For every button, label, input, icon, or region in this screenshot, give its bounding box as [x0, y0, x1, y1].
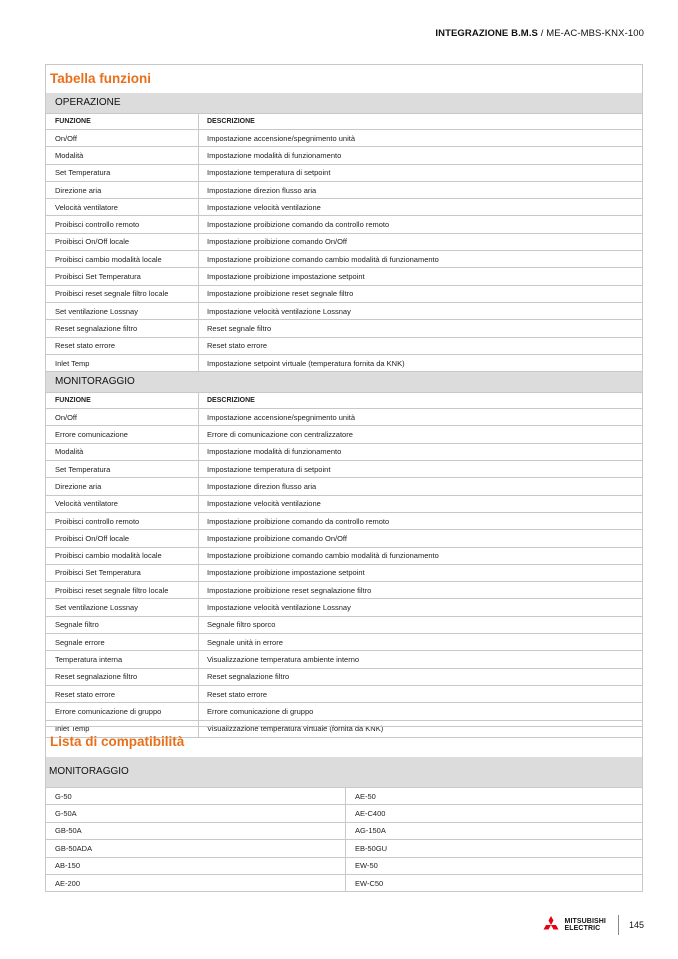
function-name: Inlet Temp — [55, 358, 90, 368]
table-row — [46, 408, 642, 425]
function-description: Impostazione setpoint virtuale (temperatura fornita da KNK) — [198, 355, 642, 371]
table-row — [46, 302, 642, 319]
compat-section-bar: MONITORAGGIO — [46, 757, 642, 787]
logo-line1: MITSUBISHI — [564, 918, 606, 925]
function-description: Reset stato errore — [198, 338, 642, 354]
table-row — [46, 633, 642, 650]
function-description: Reset stato errore — [198, 686, 642, 702]
function-name: Set ventilazione Lossnay — [55, 603, 138, 613]
function-name: Reset segnalazione filtro — [55, 323, 138, 333]
function-name: Proibisci controllo remoto — [55, 220, 140, 230]
function-description: Impostazione proibizione comando da controllo remoto — [198, 216, 642, 232]
function-name: Segnale errore — [55, 637, 105, 647]
table-row — [46, 822, 642, 839]
three-diamonds-icon — [541, 916, 561, 934]
function-description: Visualizzazione temperatura ambiente interno — [198, 651, 642, 667]
function-description: Impostazione modalità di funzionamento — [198, 444, 642, 460]
function-name: Reset stato errore — [55, 341, 116, 351]
function-name: Set ventilazione Lossnay — [55, 306, 138, 316]
operazione-section-bar: OPERAZIONE — [46, 93, 642, 113]
table-row — [46, 198, 642, 215]
table-row — [46, 129, 642, 146]
table-row — [46, 804, 642, 821]
table-row — [46, 787, 642, 804]
compat-model-left: AE-200 — [55, 878, 81, 888]
table-row — [46, 425, 642, 442]
function-description: Impostazione modalità di funzionamento — [198, 147, 642, 163]
function-description: Impostazione proibizione reset segnale filtro — [198, 286, 642, 302]
logo-line2: ELECTRIC — [564, 925, 601, 932]
table-row — [46, 839, 642, 856]
col-header-funzione: FUNZIONE — [55, 397, 91, 405]
table-row — [46, 702, 642, 719]
function-description: Segnale filtro sporco — [198, 617, 642, 633]
table-row — [46, 337, 642, 354]
function-description: Impostazione direzion flusso aria — [198, 478, 642, 494]
function-name: Modalità — [55, 150, 84, 160]
table-row — [46, 354, 642, 371]
function-name: Temperatura interna — [55, 654, 123, 664]
function-name: On/Off — [55, 133, 77, 143]
compat-model-right: EW-C50 — [345, 875, 642, 891]
compat-rows — [46, 787, 642, 891]
col-header-funzione: FUNZIONE — [55, 118, 91, 125]
table-row — [46, 547, 642, 564]
function-description: Impostazione proibizione reset segnalazione filtro — [198, 582, 642, 598]
table-row — [46, 598, 642, 615]
function-name: Errore comunicazione — [55, 430, 128, 440]
table-row — [46, 477, 642, 494]
monitoraggio-rows — [46, 408, 642, 737]
function-name: Reset stato errore — [55, 689, 116, 699]
table-row — [46, 874, 642, 891]
compat-title: Lista di compatibilità — [50, 734, 185, 749]
function-description: Visualizzazione temperatura virtuale (fornita da KNK) — [198, 721, 642, 737]
function-name: Modalità — [55, 447, 84, 457]
table-row — [46, 319, 642, 336]
table-row — [46, 250, 642, 267]
function-description: Impostazione proibizione comando On/Off — [198, 530, 642, 546]
function-description: Impostazione direzion flusso aria — [198, 182, 642, 198]
function-description: Impostazione proibizione comando da controllo remoto — [198, 513, 642, 529]
function-description: Segnale unità in errore — [198, 634, 642, 650]
function-description: Errore di comunicazione con centralizzatore — [198, 426, 642, 442]
table-row — [46, 215, 642, 232]
compat-model-right: AG-150A — [345, 823, 642, 839]
function-description: Errore comunicazione di gruppo — [198, 703, 642, 719]
table-row — [46, 443, 642, 460]
mitsubishi-logo — [541, 916, 606, 934]
compat-model-left: GB-50ADA — [55, 843, 93, 853]
table-row — [46, 181, 642, 198]
function-name: Proibisci On/Off locale — [55, 533, 130, 543]
col-header-descrizione: DESCRIZIONE — [198, 114, 642, 129]
compat-model-left: AB-150 — [55, 861, 81, 871]
function-name: Proibisci controllo remoto — [55, 516, 140, 526]
table-row — [46, 668, 642, 685]
function-name: Reset segnalazione filtro — [55, 672, 138, 682]
function-name: Direzione aria — [55, 185, 102, 195]
table-row — [46, 857, 642, 874]
function-name: Errore comunicazione di gruppo — [55, 706, 162, 716]
function-name: Proibisci On/Off locale — [55, 237, 130, 247]
table-row — [46, 529, 642, 546]
function-description: Impostazione velocità ventilazione Lossnay — [198, 599, 642, 615]
function-name: Velocità ventilatore — [55, 202, 118, 212]
footer-divider — [618, 915, 619, 935]
compat-model-left: GB-50A — [55, 826, 82, 836]
table-row — [46, 564, 642, 581]
function-description: Impostazione proibizione impostazione setpoint — [198, 565, 642, 581]
header-model: ME-AC-MBS-KNX-100 — [546, 28, 644, 39]
monitoraggio-header-row — [46, 392, 642, 408]
page-number: 145 — [628, 920, 644, 930]
function-name: Proibisci Set Temperatura — [55, 272, 141, 282]
function-name: Set Temperatura — [55, 464, 111, 474]
function-description: Impostazione temperatura di setpoint — [198, 461, 642, 477]
compat-table — [45, 726, 643, 892]
function-name: Set Temperatura — [55, 168, 111, 178]
function-description: Impostazione temperatura di setpoint — [198, 165, 642, 181]
operazione-rows — [46, 129, 642, 371]
table-row — [46, 233, 642, 250]
function-name: Inlet Temp — [55, 724, 90, 734]
compat-model-right: AE-50 — [345, 788, 642, 804]
monitoraggio-section-bar: MONITORAGGIO — [46, 371, 642, 392]
function-name: Proibisci cambio modalità locale — [55, 551, 162, 561]
function-name: Direzione aria — [55, 481, 102, 491]
table-row — [46, 285, 642, 302]
table-row — [46, 512, 642, 529]
function-name: Segnale filtro — [55, 620, 99, 630]
functions-title: Tabella funzioni — [50, 71, 151, 86]
page-footer — [541, 914, 644, 936]
function-description: Reset segnale filtro — [198, 320, 642, 336]
table-row — [46, 650, 642, 667]
table-row — [46, 460, 642, 477]
table-row — [46, 581, 642, 598]
function-name: Proibisci reset segnale filtro locale — [55, 585, 169, 595]
function-name: On/Off — [55, 412, 77, 422]
col-header-descrizione: DESCRIZIONE — [198, 393, 642, 408]
logo-wordmark — [565, 918, 606, 932]
compat-model-left: G-50A — [55, 809, 77, 819]
function-name: Velocità ventilatore — [55, 499, 118, 509]
compat-model-left: G-50 — [55, 791, 72, 801]
compat-model-right: EW-50 — [345, 858, 642, 874]
function-description: Impostazione proibizione comando On/Off — [198, 234, 642, 250]
function-description: Impostazione velocità ventilazione — [198, 496, 642, 512]
page-header — [435, 28, 644, 39]
function-description: Impostazione proibizione impostazione setpoint — [198, 268, 642, 284]
table-row — [46, 495, 642, 512]
function-description: Reset segnalazione filtro — [198, 669, 642, 685]
table-row — [46, 616, 642, 633]
function-name: Proibisci cambio modalità locale — [55, 254, 162, 264]
operazione-header-row — [46, 113, 642, 129]
function-name: Proibisci reset segnale filtro locale — [55, 289, 169, 299]
function-description: Impostazione proibizione comando cambio modalità di funzionamento — [198, 251, 642, 267]
function-description: Impostazione accensione/spegnimento unità — [198, 130, 642, 146]
compat-model-right: EB-50GU — [345, 840, 642, 856]
table-row — [46, 267, 642, 284]
functions-table — [45, 64, 643, 738]
compat-model-right: AE-C400 — [345, 805, 642, 821]
function-description: Impostazione proibizione comando cambio modalità di funzionamento — [198, 548, 642, 564]
table-row — [46, 164, 642, 181]
function-description: Impostazione accensione/spegnimento unità — [198, 409, 642, 425]
table-row — [46, 146, 642, 163]
table-row — [46, 685, 642, 702]
header-separator: / — [538, 28, 547, 39]
header-section: INTEGRAZIONE B.M.S — [435, 28, 538, 39]
function-description: Impostazione velocità ventilazione — [198, 199, 642, 215]
function-name: Proibisci Set Temperatura — [55, 568, 141, 578]
function-description: Impostazione velocità ventilazione Lossnay — [198, 303, 642, 319]
